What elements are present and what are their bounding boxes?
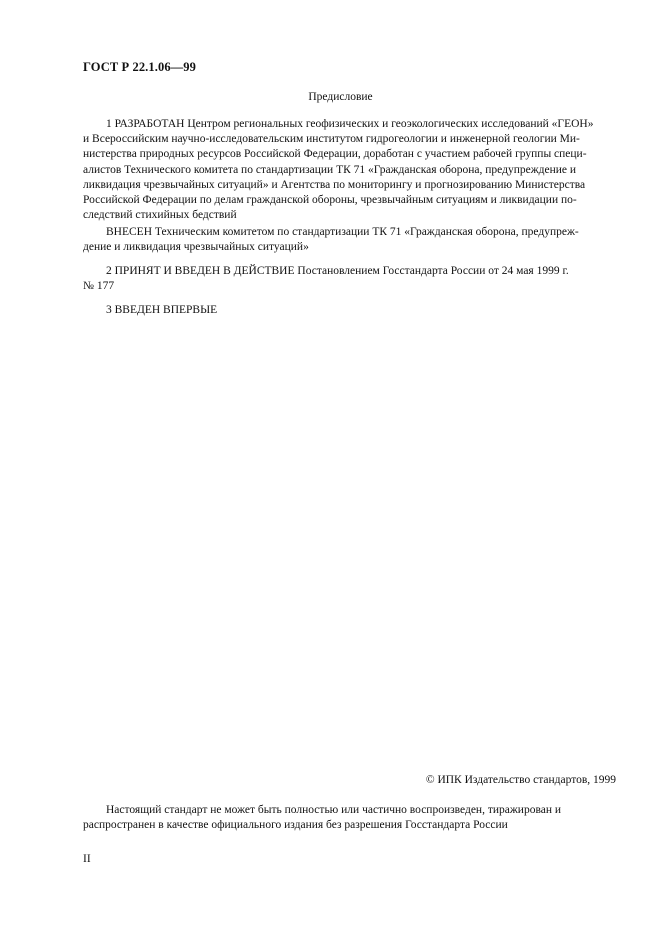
reproduction-notice [83,803,609,833]
notice-line: распространен в качестве официального издания без разрешения Госстандарта России [83,819,508,832]
paragraph-line: следствий стихийных бедствий [83,209,237,222]
preface-paragraph-adopted [83,264,609,294]
paragraph-line: 3 ВВЕДЕН ВПЕРВЫЕ [106,304,218,316]
preface-paragraph-introduced [83,225,609,255]
paragraph-line: 2 ПРИНЯТ И ВВЕДЕН В ДЕЙСТВИЕ Постановлением Госстандарта России от 24 мая 1999 г. [106,265,569,277]
copyright-notice: © ИПК Издательство стандартов, 1999 [425,774,616,786]
preface-paragraph-first-introduced [83,303,609,318]
paragraph-line: дение и ликвидация чрезвычайных ситуаций» [83,241,309,254]
paragraph-line: № 177 [83,280,115,293]
paragraph-line: алистов Технического комитета по стандартизации ТК 71 «Гражданская оборона, предупреждение и [83,163,577,176]
paragraph-line: ВНЕСЕН Техническим комитетом по стандартизации ТК 71 «Гражданская оборона, предупреж- [106,226,579,238]
paragraph-line: нистерства природных ресурсов Российской Федерации, доработан с участием рабочей группы специ- [83,148,587,161]
preface-paragraph-developed [83,117,609,223]
preface-title: Предисловие [308,91,373,103]
paragraph-line: ликвидация чрезвычайных ситуаций» и Агентства по мониторингу и прогнозированию Министерства [83,178,586,191]
paragraph-line: Российской Федерации по делам гражданской обороны, чрезвычайным ситуациям и ликвидации по- [83,194,577,207]
standard-code: ГОСТ Р 22.1.06—99 [83,60,196,74]
page-number: II [83,853,91,865]
notice-line: Настоящий стандарт не может быть полностью или частично воспроизведен, тиражирован и [106,804,562,816]
paragraph-line: и Всероссийским научно-исследовательским институтом гидрогеологии и инженерной геологии Ми- [83,133,580,146]
paragraph-line: 1 РАЗРАБОТАН Центром региональных геофизических и геоэкологических исследований «ГЕОН» [106,118,594,130]
